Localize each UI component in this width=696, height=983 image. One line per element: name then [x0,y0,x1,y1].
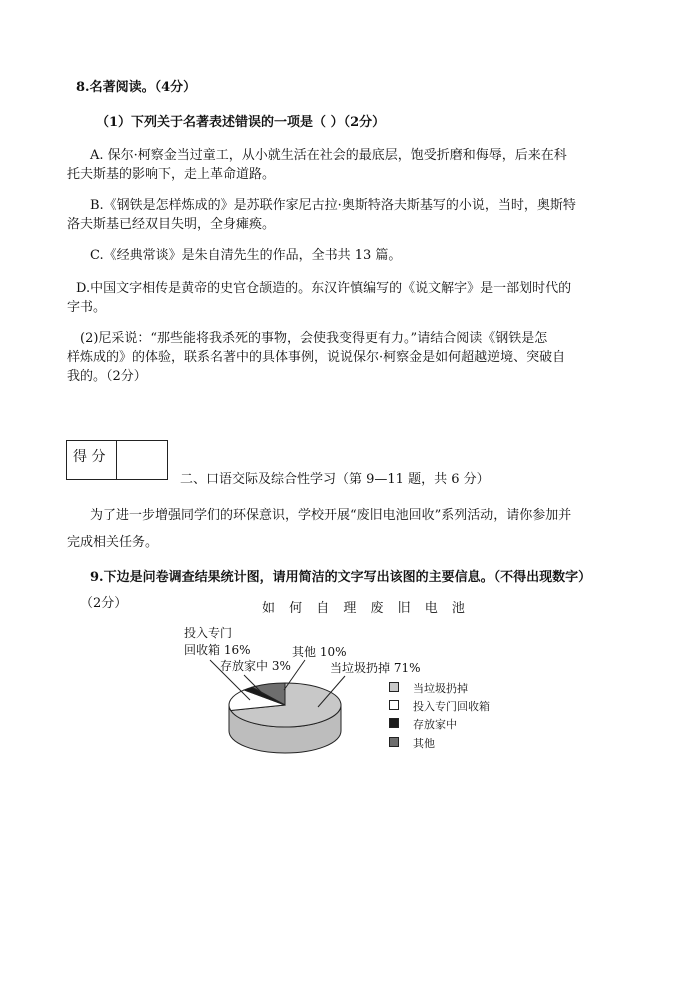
q8-option-a-line1: A. 保尔·柯察金当过童工，从小就生活在社会的最底层，饱受折磨和侮辱，后来在科 [90,148,567,163]
q9-prompt-line2: （2分） [80,596,128,611]
callout-trash: 当垃圾扔掉 71% [330,661,421,675]
score-box-label: 得 分 [73,449,106,465]
q8-subquestion-2-line2: 样炼成的》的体验，联系名著中的具体事例，说说保尔·柯察金是如何超越逆境、突破自 [67,350,566,365]
section2-intro-line2: 完成相关任务。 [67,535,159,550]
q8-option-b-line1: B.《钢铁是怎样炼成的》是苏联作家尼古拉·奥斯特洛夫斯基写的小说，当时，奥斯特 [90,198,576,213]
chart-title: 如 何 自 理 废 旧 电 池 [262,601,470,616]
legend-label-store-at-home: 存放家中 [413,718,457,731]
legend-swatch-store-at-home [389,718,399,728]
callout-recycle-bin-line1: 投入专门 [184,626,233,640]
q8-option-d-line2: 字书。 [67,300,107,315]
q8-subquestion-2-line3: 我的。（2分） [67,369,147,384]
q8-subquestion-1: （1）下列关于名著表述错误的一项是（ ）（2分） [96,115,386,130]
q8-subquestion-2-line1: (2)尼采说：“那些能将我杀死的事物，会使我变得更有力。”请结合阅读《钢铁是怎 [80,331,548,346]
callout-recycle-bin-line2: 回收箱 16% [184,643,251,657]
legend-swatch-trash [389,682,399,692]
legend-swatch-recycle-bin [389,700,399,710]
legend-label-recycle-bin: 投入专门回收箱 [413,700,490,713]
callout-store-at-home: 存放家中 3% [220,659,291,673]
q8-option-a-line2: 托夫斯基的影响下，走上革命道路。 [67,167,276,182]
callout-other: 其他 10% [292,645,347,659]
legend-swatch-other [389,737,399,747]
q9-prompt-line1: 9.下边是问卷调查结果统计图，请用简洁的文字写出该图的主要信息。（不得出现数字） [90,570,592,585]
section2-heading: 二、口语交际及综合性学习（第 9—11 题，共 6 分） [180,472,490,487]
q8-option-b-line2: 洛夫斯基已经双目失明，全身瘫痪。 [67,217,276,232]
q8-option-c: C.《经典常谈》是朱自清先生的作品，全书共 13 篇。 [90,248,402,263]
section2-intro-line1: 为了进一步增强同学们的环保意识，学校开展“废旧电池回收”系列活动，请你参加并 [90,508,572,523]
q8-option-d-line1: D.中国文字相传是黄帝的史官仓颉造的。东汉许慎编写的《说文解字》是一部划时代的 [76,281,572,296]
q8-title: 8.名著阅读。（4分） [76,80,197,95]
legend-label-trash: 当垃圾扔掉 [413,682,468,695]
legend-label-other: 其他 [413,737,435,750]
